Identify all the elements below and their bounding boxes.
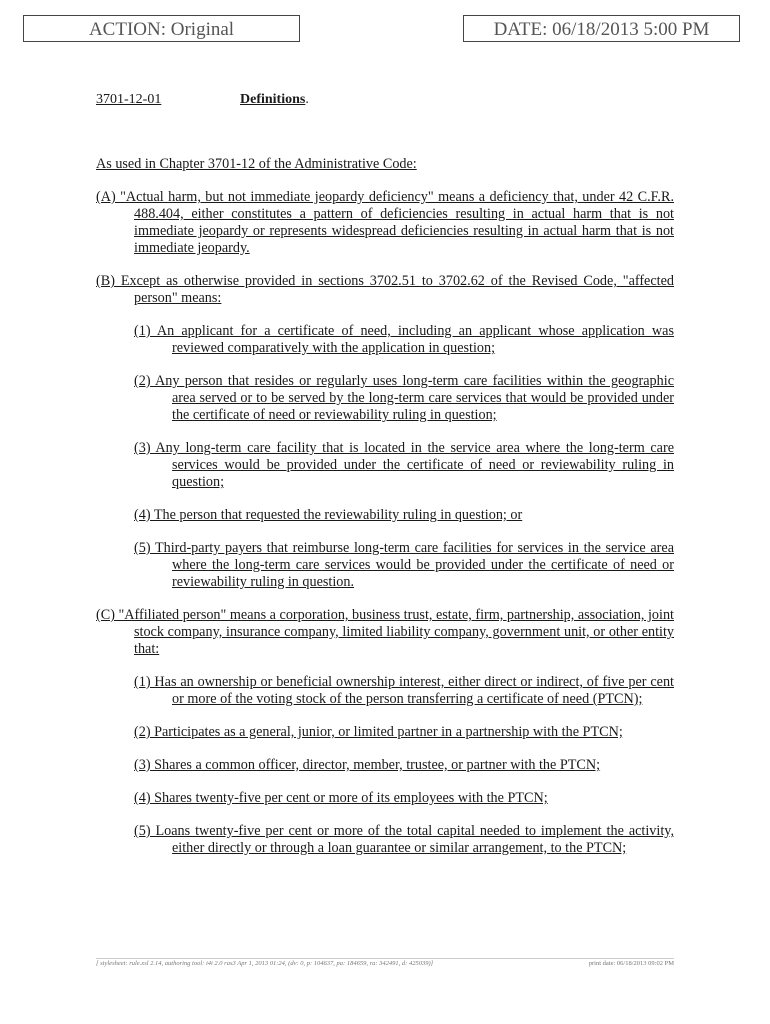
paragraph-c1: (1) Has an ownership or beneficial ownership interest, either direct or indirect, of five per cent or more of the voting stock of the person transferring a certificate of need (PTCN); (134, 674, 674, 707)
footer-print-date: print date: 06/18/2013 09:02 PM (588, 960, 674, 967)
rule-number: 3701-12-01 (96, 92, 162, 107)
paragraph-b2: (2) Any person that resides or regularly uses long-term care facilities within the geographic area served or to be served by the long-term care services that would be provided under the certificate of need or reviewability ruling in question; (134, 373, 674, 423)
paragraph-b3: (3) Any long-term care facility that is located in the service area where the long-term care services would be provided under the certificate of need or reviewability ruling in question; (134, 440, 674, 490)
paragraph-b5: (5) Third-party payers that reimburse long-term care facilities for services in the service area where the long-term care services would be provided under the certificate of need or reviewability ruling in question. (134, 540, 674, 590)
date-label: DATE: 06/18/2013 5:00 PM (493, 19, 710, 40)
paragraph-a: (A) "Actual harm, but not immediate jeopardy deficiency" means a deficiency that, under 42 C.F.R. 488.404, either constitutes a pattern of deficiencies resulting in actual harm that is not immediate jeopardy or represents widespread deficiencies resulting in actual harm that is not immediate jeopardy. (96, 189, 674, 256)
date-header-box (463, 15, 740, 42)
intro-text: As used in Chapter 3701-12 of the Administrative Code: (96, 156, 417, 172)
page-footer (96, 958, 674, 967)
rule-title: Definitions (240, 92, 306, 107)
paragraph-b1: (1) An applicant for a certificate of need, including an applicant whose application was reviewed comparatively with the application in question; (134, 323, 674, 356)
paragraph-c: (C) "Affiliated person" means a corporation, business trust, estate, firm, partnership, association, joint stock company, insurance company, limited liability company, government unit, or other entity that: (96, 607, 674, 657)
paragraph-c2: (2) Participates as a general, junior, or limited partner in a partnership with the PTCN; (134, 724, 623, 740)
paragraph-c5: (5) Loans twenty-five per cent or more of the total capital needed to implement the activity, either directly or through a loan guarantee or similar arrangement, to the PTCN; (134, 823, 674, 856)
action-label: ACTION: Original (88, 19, 235, 40)
action-header-box (23, 15, 300, 42)
paragraph-b4: (4) The person that requested the reviewability ruling in question; or (134, 507, 523, 523)
rule-title-period: . (305, 92, 309, 107)
rule-body (96, 156, 674, 873)
paragraph-c4: (4) Shares twenty-five per cent or more of its employees with the PTCN; (134, 790, 548, 806)
paragraph-c3: (3) Shares a common officer, director, member, trustee, or partner with the PTCN; (134, 757, 601, 773)
footer-metadata: [ stylesheet: rule.xsl 2.14, authoring tool: i4i 2.0 ras3 Apr 1, 2013 01:24, (dv: 0, p: 104637, pa: 184659, ra: 342491, d: 425039)] (96, 960, 434, 967)
rule-heading (96, 92, 309, 108)
paragraph-b: (B) Except as otherwise provided in sections 3702.51 to 3702.62 of the Revised Code, "affected person" means: (96, 273, 674, 306)
